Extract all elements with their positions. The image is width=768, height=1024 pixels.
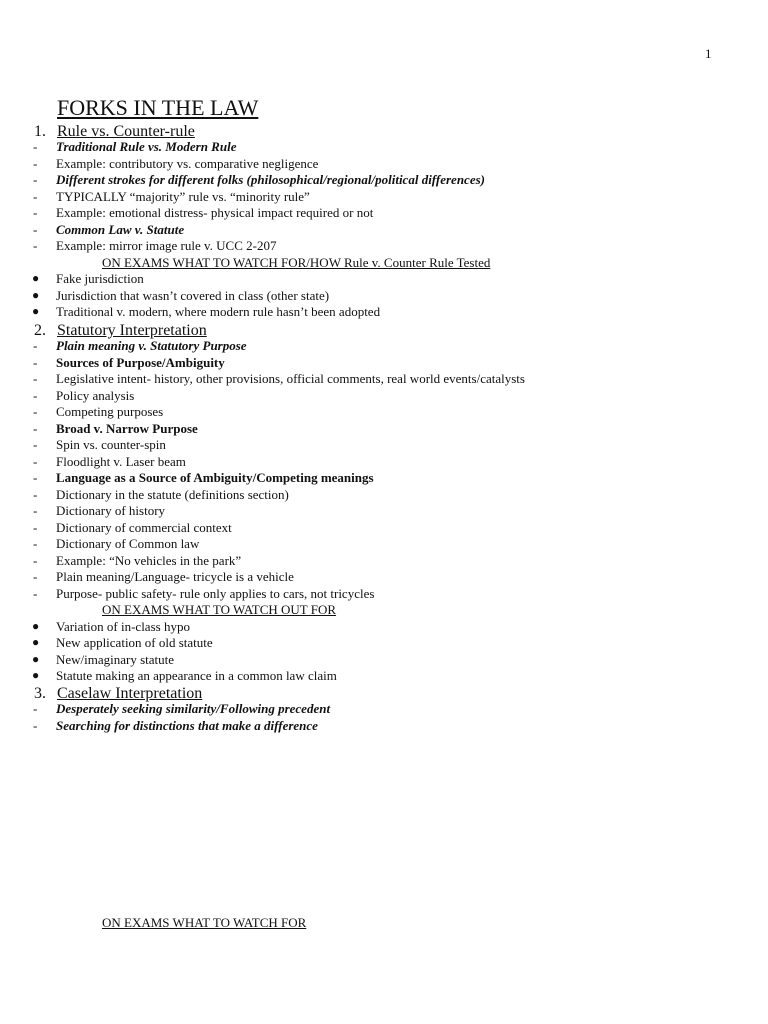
item-text: Different strokes for different folks (philosophical/regional/political differences) bbox=[56, 172, 485, 187]
dash-marker: - bbox=[33, 717, 38, 733]
item-text: Floodlight v. Laser beam bbox=[56, 453, 186, 469]
dash-marker: - bbox=[33, 238, 38, 253]
dash-marker: - bbox=[33, 188, 38, 204]
item-text: Variation of in-class hypo bbox=[56, 618, 190, 634]
dash-marker: - bbox=[33, 387, 38, 403]
dash-marker: - bbox=[33, 354, 38, 370]
dash-item bbox=[0, 237, 768, 254]
dash-marker: - bbox=[33, 569, 38, 584]
dash-item bbox=[0, 453, 768, 470]
item-text: Broad v. Narrow Purpose bbox=[56, 420, 198, 436]
item-text: Common Law v. Statute bbox=[56, 221, 185, 237]
section-number: 3. bbox=[34, 685, 46, 702]
section-number: 1. bbox=[34, 123, 46, 140]
bullet-marker: ● bbox=[32, 271, 40, 285]
dash-marker: - bbox=[33, 519, 38, 535]
dash-marker: - bbox=[33, 437, 38, 452]
item-text: Dictionary of commercial context bbox=[56, 519, 232, 535]
bullet-item bbox=[0, 303, 768, 320]
dash-item bbox=[0, 403, 768, 420]
dash-marker: - bbox=[33, 453, 38, 469]
dash-item bbox=[0, 387, 768, 404]
item-text: New/imaginary statute bbox=[56, 651, 175, 667]
dash-item bbox=[0, 138, 768, 155]
item-text: Language as a Source of Ambiguity/Competing meanings bbox=[56, 470, 374, 485]
dash-item bbox=[0, 436, 768, 453]
dash-marker: - bbox=[33, 221, 38, 237]
dash-marker: - bbox=[33, 172, 38, 187]
item-text: Statute making an appearance in a common law claim bbox=[56, 668, 337, 683]
bullet-item bbox=[0, 270, 768, 287]
dash-item bbox=[0, 519, 768, 536]
bullet-item bbox=[0, 651, 768, 668]
dash-item bbox=[0, 337, 768, 354]
exam-watch-heading: ON EXAMS WHAT TO WATCH FOR/HOW Rule v. Counter Rule Tested bbox=[102, 254, 491, 270]
item-text: TYPICALLY “majority” rule vs. “minority rule” bbox=[56, 188, 310, 204]
section-number: 2. bbox=[34, 322, 46, 339]
dash-item bbox=[0, 420, 768, 437]
dash-item bbox=[0, 502, 768, 519]
dash-marker: - bbox=[33, 552, 38, 568]
dash-marker: - bbox=[33, 139, 38, 154]
dash-marker: - bbox=[33, 155, 38, 171]
dash-item bbox=[0, 552, 768, 569]
item-text: Example: “No vehicles in the park” bbox=[56, 552, 242, 568]
dash-item bbox=[0, 155, 768, 172]
dash-item bbox=[0, 568, 768, 585]
dash-marker: - bbox=[33, 470, 38, 485]
item-text: Dictionary of Common law bbox=[56, 536, 200, 551]
dash-marker: - bbox=[33, 371, 38, 386]
dash-item bbox=[0, 535, 768, 552]
item-text: Desperately seeking similarity/Following precedent bbox=[56, 701, 331, 716]
item-text: Fake jurisdiction bbox=[56, 271, 144, 286]
item-text: Example: emotional distress- physical impact required or not bbox=[56, 205, 374, 220]
item-text: Sources of Purpose/Ambiguity bbox=[56, 354, 225, 370]
item-text: Searching for distinctions that make a difference bbox=[56, 717, 318, 733]
bullet-marker: ● bbox=[32, 287, 40, 302]
section-title: Statutory Interpretation bbox=[57, 322, 207, 339]
dash-marker: - bbox=[33, 536, 38, 551]
item-text: Traditional v. modern, where modern rule hasn’t been adopted bbox=[56, 304, 381, 319]
section-title: Rule vs. Counter-rule bbox=[57, 123, 195, 140]
dash-item bbox=[0, 171, 768, 188]
dash-item bbox=[0, 221, 768, 238]
dash-marker: - bbox=[33, 503, 38, 518]
section-title: Caselaw Interpretation bbox=[57, 685, 203, 702]
dash-item bbox=[0, 204, 768, 221]
document-title: FORKS IN THE LAW bbox=[57, 95, 259, 120]
bullet-marker: ● bbox=[32, 635, 40, 649]
dash-item bbox=[0, 354, 768, 371]
bullet-marker: ● bbox=[32, 304, 40, 318]
item-text: Traditional Rule vs. Modern Rule bbox=[56, 139, 237, 154]
bullet-item bbox=[0, 634, 768, 651]
dash-marker: - bbox=[33, 205, 38, 220]
dash-marker: - bbox=[33, 701, 38, 716]
item-text: Dictionary in the statute (definitions section) bbox=[56, 486, 289, 502]
item-text: Purpose- public safety- rule only applies to cars, not tricycles bbox=[56, 585, 375, 601]
dash-item bbox=[0, 486, 768, 503]
bullet-item bbox=[0, 287, 768, 304]
dash-marker: - bbox=[33, 338, 38, 353]
dash-item bbox=[0, 717, 768, 734]
item-text: Dictionary of history bbox=[56, 503, 166, 518]
bullet-item bbox=[0, 618, 768, 635]
dash-item bbox=[0, 585, 768, 602]
item-text: Spin vs. counter-spin bbox=[56, 437, 166, 452]
bullet-marker: ● bbox=[32, 651, 40, 666]
exam-watch-heading-bottom: ON EXAMS WHAT TO WATCH FOR bbox=[102, 915, 307, 930]
dash-item bbox=[0, 469, 768, 486]
dash-marker: - bbox=[33, 420, 38, 436]
bullet-item bbox=[0, 667, 768, 684]
item-text: Competing purposes bbox=[56, 404, 164, 419]
item-text: Example: contributory vs. comparative negligence bbox=[56, 155, 319, 171]
dash-marker: - bbox=[33, 585, 38, 601]
item-text: Policy analysis bbox=[56, 387, 135, 403]
dash-item bbox=[0, 370, 768, 387]
bullet-marker: ● bbox=[32, 668, 40, 682]
dash-marker: - bbox=[33, 404, 38, 419]
dash-item bbox=[0, 188, 768, 205]
item-text: Legislative intent- history, other provisions, official comments, real world events/catalysts bbox=[56, 371, 525, 386]
item-text: Plain meaning/Language- tricycle is a vehicle bbox=[56, 569, 294, 584]
exam-watch-heading: ON EXAMS WHAT TO WATCH OUT FOR bbox=[102, 602, 337, 617]
item-text: Jurisdiction that wasn’t covered in class (other state) bbox=[56, 287, 330, 303]
bullet-marker: ● bbox=[32, 618, 40, 633]
item-text: Plain meaning v. Statutory Purpose bbox=[56, 338, 247, 353]
item-text: Example: mirror image rule v. UCC 2-207 bbox=[56, 238, 277, 253]
dash-item bbox=[0, 700, 768, 717]
dash-marker: - bbox=[33, 486, 38, 502]
item-text: New application of old statute bbox=[56, 635, 213, 650]
page-number: 1 bbox=[705, 46, 712, 61]
